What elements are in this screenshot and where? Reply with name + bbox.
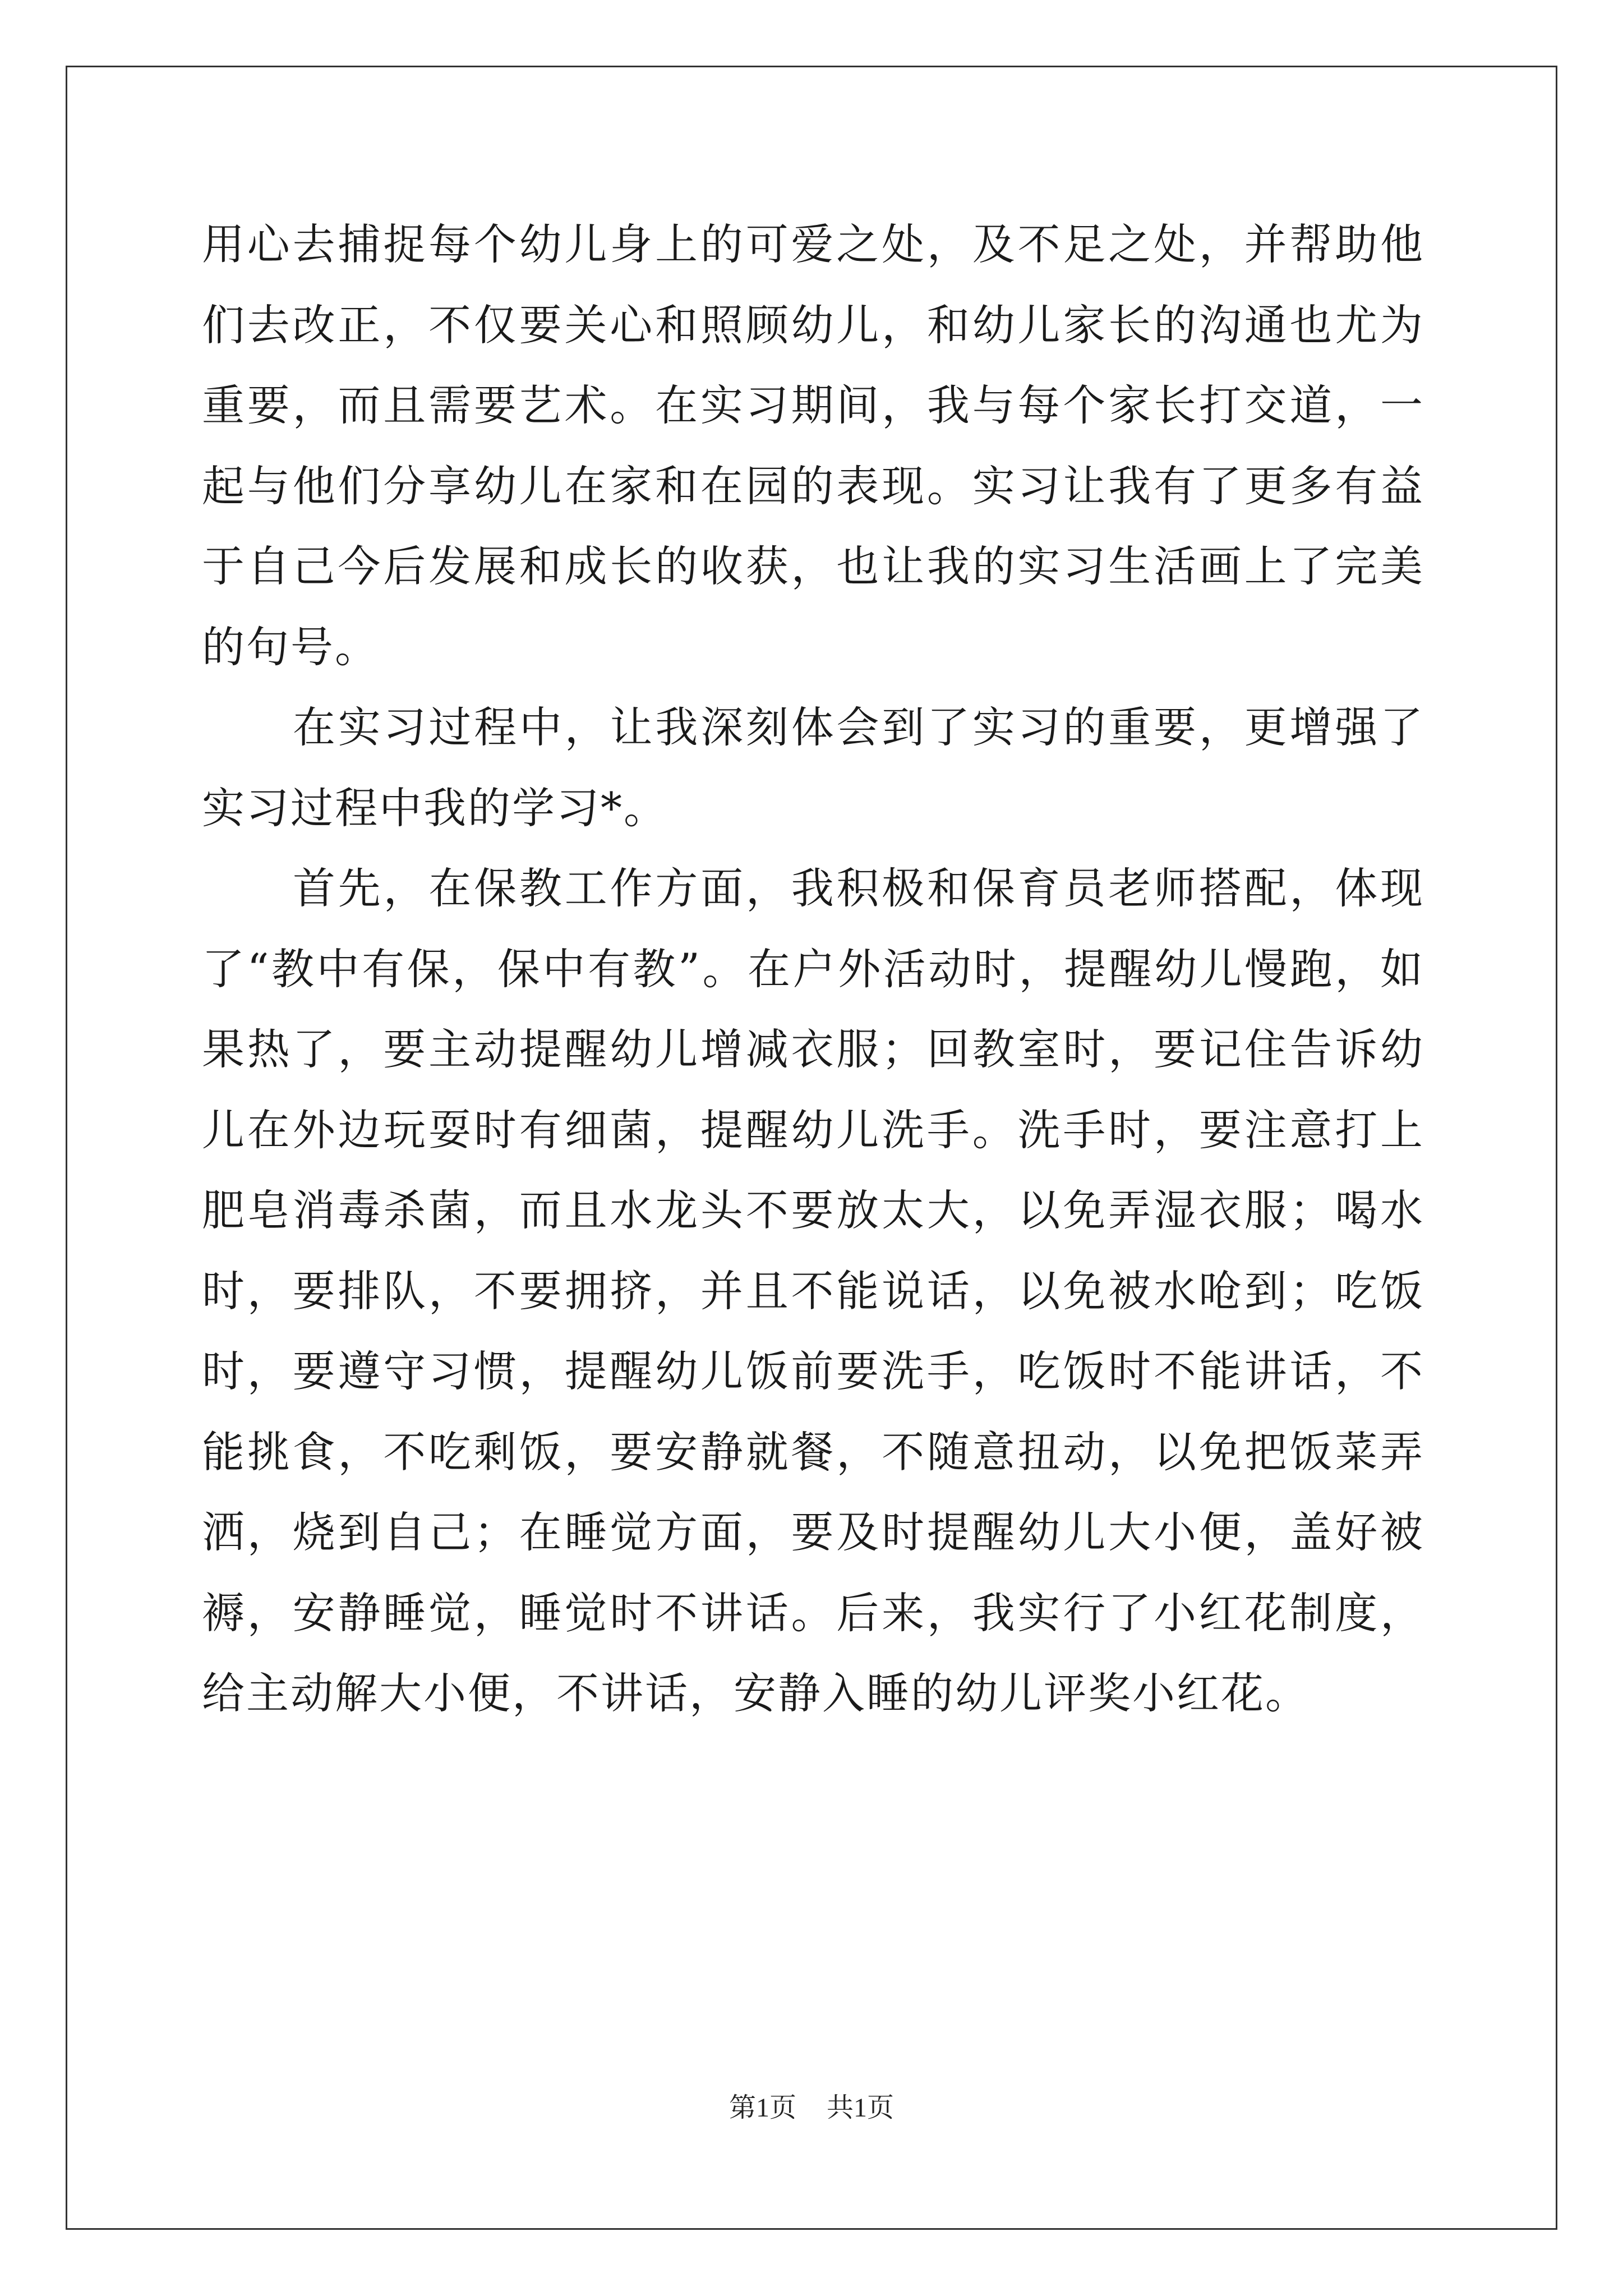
paragraph-1: 用心去捕捉每个幼儿身上的可爱之处，及不足之处，并帮助他们去改正，不仅要关心和照顾幼儿，和幼儿家长的沟通也尤为重要，而且需要艺术。在实习期间，我与每个家长打交道，一起与他们分享幼儿在家和在园的表现。实习让我有了更多有益于自己今后发展和成长的收获，也让我的实习生活画上了完美的句号。 [202, 219, 1424, 672]
document-body [202, 204, 1424, 1734]
page-footer [0, 2091, 1623, 2125]
paragraph-3: 首先，在保教工作方面，我积极和保育员老师搭配，体现了“教中有保，保中有教”。在户外活动时，提醒幼儿慢跑，如果热了，要主动提醒幼儿增减衣服；回教室时，要记住告诉幼儿在外边玩耍时有细菌，提醒幼儿洗手。洗手时，要注意打上肥皂消毒杀菌，而且水龙头不要放太大，以免弄湿衣服；喝水时，要排队，不要拥挤，并且不能说话，以免被水呛到；吃饭时，要遵守习惯，提醒幼儿饭前要洗手，吃饭时不能讲话，不能挑食，不吃剩饭，要安静就餐，不随意扭动，以免把饭菜弄洒，烧到自己；在睡觉方面，要及时提醒幼儿大小便，盖好被褥，安静睡觉，睡觉时不讲话。后来，我实行了小红花制度，给主动解大小便，不讲话，安静入睡的幼儿评奖小红花。 [202, 863, 1424, 1718]
paragraph-2: 在实习过程中，让我深刻体会到了实习的重要，更增强了实习过程中我的学习*。 [202, 702, 1424, 833]
page-number-total: 共1页 [827, 2093, 895, 2123]
page-number-current: 第1页 [728, 2093, 796, 2123]
